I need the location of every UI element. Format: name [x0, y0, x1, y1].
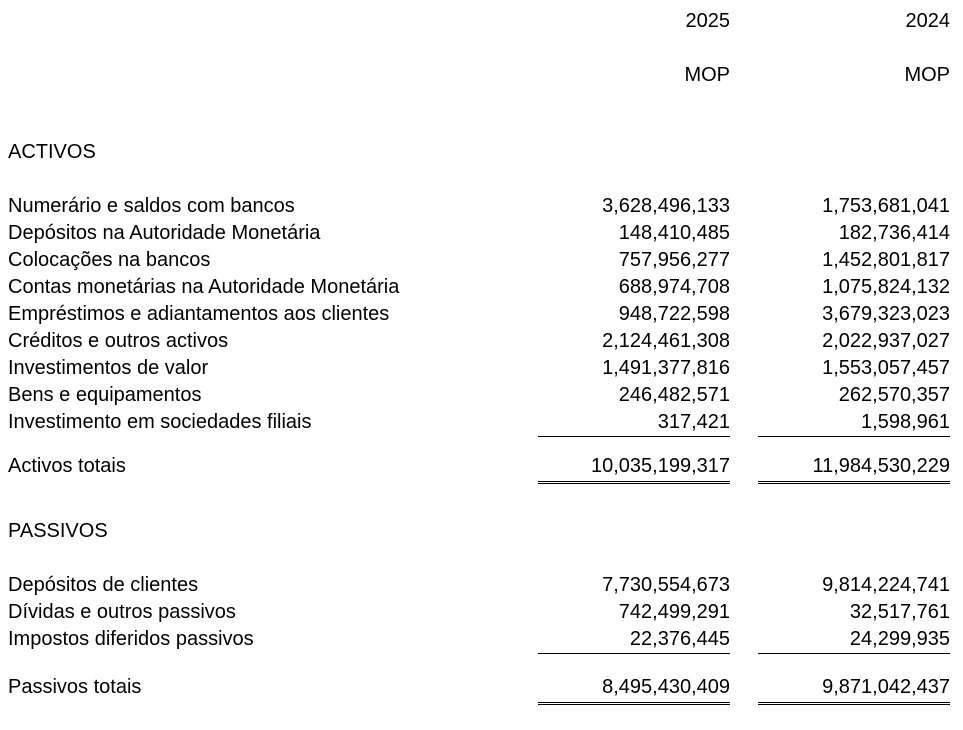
table-row — [8, 626, 950, 654]
section-title-passivos: PASSIVOS — [8, 520, 108, 542]
spacer — [8, 545, 950, 572]
currency-header-2024: MOP — [904, 64, 950, 86]
table-row — [8, 274, 950, 301]
value-2024: 1,553,057,457 — [822, 357, 950, 379]
value-2024: 1,075,824,132 — [822, 276, 950, 298]
currency-header-row — [8, 62, 950, 89]
value-2025: 2,124,461,308 — [602, 330, 730, 352]
total-value-2025: 8,495,430,409 — [538, 674, 730, 705]
table-row — [8, 382, 950, 409]
total-value-2024: 11,984,530,229 — [758, 453, 950, 484]
table-row — [8, 193, 950, 220]
total-label: Passivos totais — [8, 676, 142, 698]
table-row — [8, 328, 950, 355]
row-label: Numerário e saldos com bancos — [8, 195, 295, 217]
value-2025: 742,499,291 — [618, 601, 730, 623]
total-value-2025: 10,035,199,317 — [538, 453, 730, 484]
year-header-row — [8, 8, 950, 35]
value-2024: 262,570,357 — [838, 384, 950, 406]
table-row — [8, 301, 950, 328]
value-2024: 2,022,937,027 — [822, 330, 950, 352]
section-title-activos: ACTIVOS — [8, 141, 96, 163]
row-label: Colocações na bancos — [8, 249, 211, 271]
year-header-2024: 2024 — [905, 10, 950, 32]
table-row — [8, 247, 950, 274]
spacer — [8, 35, 950, 62]
table-row — [8, 409, 950, 437]
value-2025: 7,730,554,673 — [602, 574, 730, 596]
total-value-2024: 9,871,042,437 — [758, 674, 950, 705]
year-header-2025: 2025 — [685, 10, 730, 32]
value-2025: 317,421 — [538, 409, 730, 437]
value-2025: 148,410,485 — [618, 222, 730, 244]
value-2024: 1,753,681,041 — [822, 195, 950, 217]
table-row — [8, 220, 950, 247]
value-2024: 182,736,414 — [838, 222, 950, 244]
row-label: Bens e equipamentos — [8, 384, 202, 406]
row-label: Créditos e outros activos — [8, 330, 229, 352]
currency-header-2025: MOP — [684, 64, 730, 86]
row-label: Impostos diferidos passivos — [8, 628, 254, 650]
total-label: Activos totais — [8, 455, 126, 477]
value-2025: 1,491,377,816 — [602, 357, 730, 379]
spacer — [8, 166, 950, 193]
value-2024: 3,679,323,023 — [822, 303, 950, 325]
value-2025: 948,722,598 — [618, 303, 730, 325]
row-label: Depósitos de clientes — [8, 574, 199, 596]
row-label: Investimentos de valor — [8, 357, 209, 379]
value-2024: 1,598,961 — [758, 409, 950, 437]
table-row — [8, 572, 950, 599]
value-2025: 757,956,277 — [618, 249, 730, 271]
value-2024: 32,517,761 — [849, 601, 950, 623]
value-2024: 9,814,224,741 — [822, 574, 950, 596]
table-row — [8, 599, 950, 626]
row-label: Depósitos na Autoridade Monetária — [8, 222, 321, 244]
value-2024: 1,452,801,817 — [822, 249, 950, 271]
row-label: Investimento em sociedades filiais — [8, 411, 312, 433]
value-2025: 688,974,708 — [618, 276, 730, 298]
row-label: Empréstimos e adiantamentos aos clientes — [8, 303, 390, 325]
row-label: Dívidas e outros passivos — [8, 601, 236, 623]
table-row — [8, 355, 950, 382]
value-2025: 3,628,496,133 — [602, 195, 730, 217]
total-row-passivos — [8, 674, 950, 705]
value-2024: 24,299,935 — [758, 626, 950, 654]
value-2025: 246,482,571 — [618, 384, 730, 406]
spacer — [8, 89, 950, 139]
total-row-activos — [8, 453, 950, 484]
row-label: Contas monetárias na Autoridade Monetária — [8, 276, 400, 298]
value-2025: 22,376,445 — [538, 626, 730, 654]
